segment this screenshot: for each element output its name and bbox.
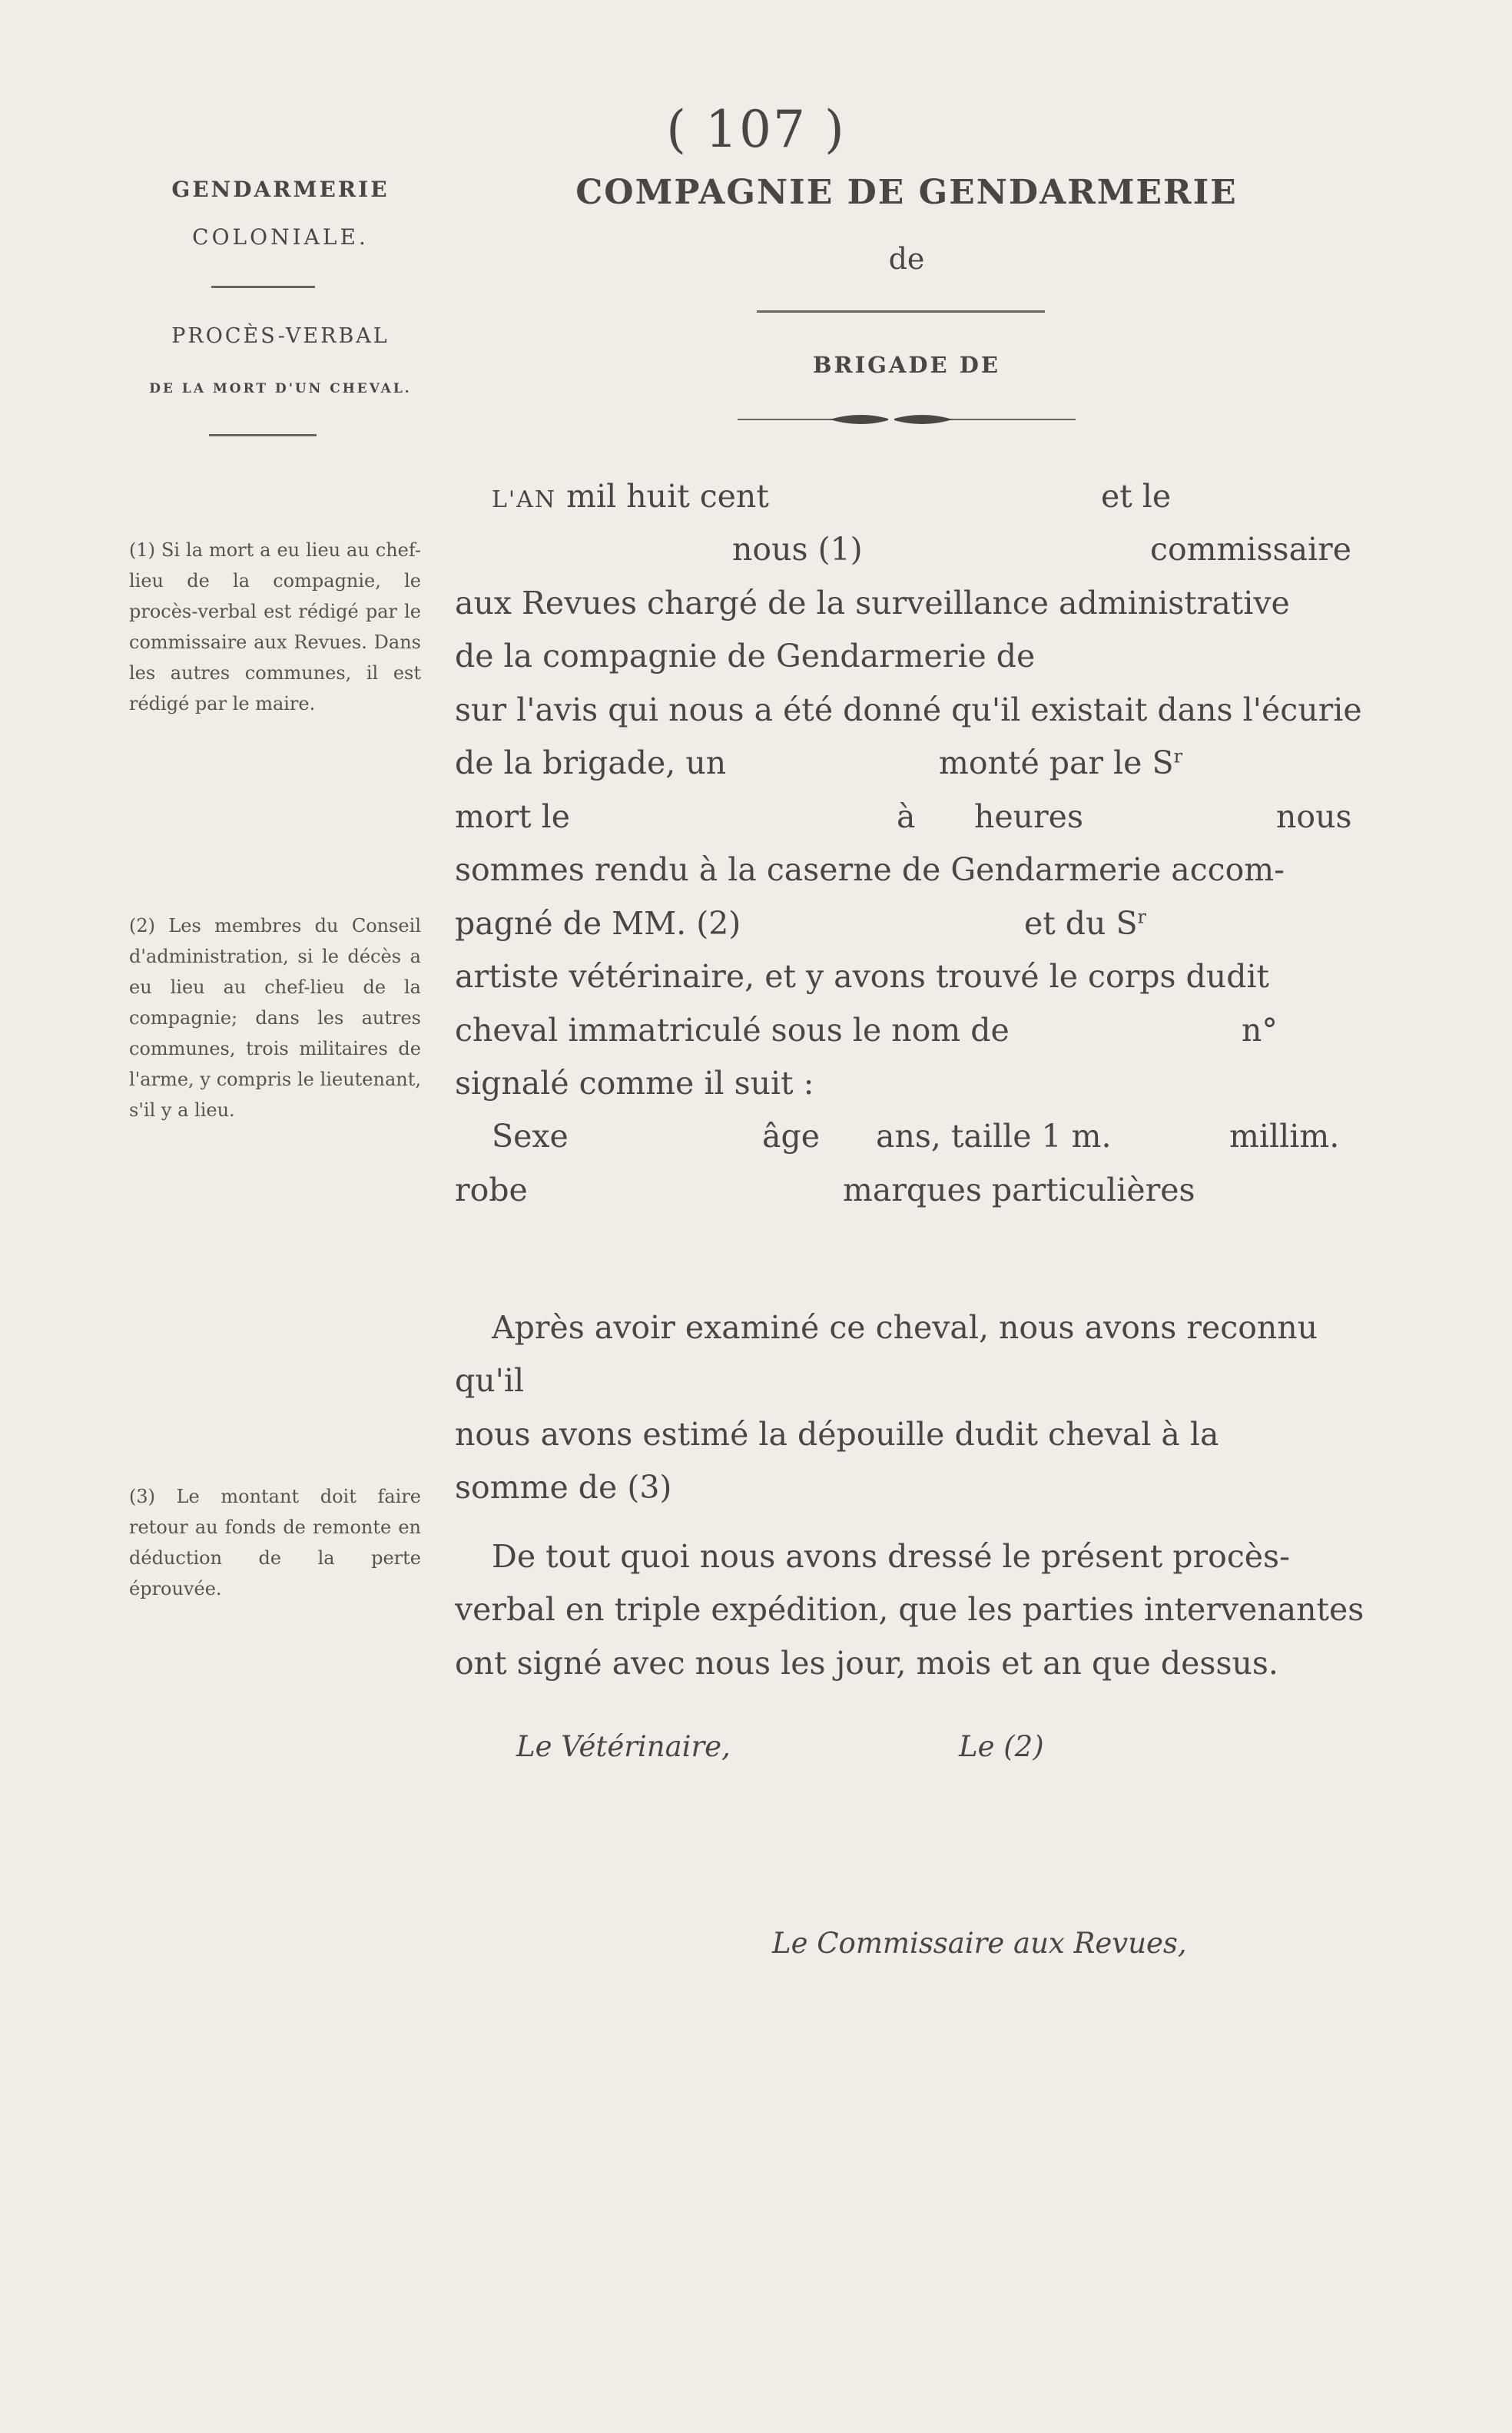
company-title: COMPAGNIE DE GENDARMERIE [575,173,1238,212]
ornament-divider [738,409,1076,430]
body-line-1 [492,478,769,515]
heures: heures [974,798,1083,835]
accompagne: pagné de MM. (2) [455,905,741,942]
immatricule: cheval immatriculé sous le nom de [455,1012,1010,1049]
sidebar-rule-1 [211,286,315,288]
company-de: de [888,242,925,276]
lan: L'AN [492,486,557,513]
body-line-15: Après avoir examiné ce cheval, nous avons reconnu [492,1309,1318,1346]
monte-par-text: monté par le S [939,744,1174,781]
sidebar-coloniale: COLONIALE. [192,224,369,250]
de-la-brigade: de la brigade, un [455,744,727,781]
age: âge [762,1118,820,1155]
mil-huit-cent: mil huit cent [566,478,769,515]
nous-1: nous (1) [732,531,863,568]
body-line-19: De tout quoi nous avons dressé le présent procès- [492,1538,1290,1575]
body-line-16: qu'il [455,1362,525,1399]
sidebar-proces-verbal: PROCÈS-VERBAL [171,324,390,348]
nous-2: nous [1276,798,1352,835]
a-label: à [897,798,916,835]
et-le: et le [1101,478,1172,515]
body-line-12: signalé comme il suit : [455,1065,814,1102]
et-du-sup: r [1137,906,1147,928]
millim: millim. [1229,1118,1340,1155]
monte-par [939,744,1182,781]
footnote-2: (2) Les membres du Conseil d'administration, si le décès a eu lieu au chef-lieu de la compagnie; dans les autres communes, trois militaires de l'arme, y compris le lieutenant, s'il y a lieu. [129,915,421,1121]
body-line-5: sur l'avis qui nous a été donné qu'il existait dans l'écurie [455,691,1362,728]
body-line-10: artiste vétérinaire, et y avons trouvé le corps dudit [455,958,1270,995]
numero: n° [1242,1012,1278,1049]
robe: robe [455,1172,528,1208]
et-du-text: et du S [1024,905,1138,942]
marques: marques particulières [843,1172,1195,1208]
page-number: ( 107 ) [666,100,846,159]
mort-le: mort le [455,798,571,835]
sexe: Sexe [492,1118,569,1155]
body-line-21: ont signé avec nous les jour, mois et an que dessus. [455,1645,1278,1682]
sidebar-mort-cheval: DE LA MORT D'UN CHEVAL. [149,381,412,396]
body-line-20: verbal en triple expédition, que les parties intervenantes [455,1591,1364,1628]
brigade-heading: BRIGADE DE [812,352,1001,378]
body-line-4: de la compagnie de Gendarmerie de [455,638,1036,675]
body-line-3: aux Revues chargé de la surveillance administrative [455,585,1290,622]
body-line-8: sommes rendu à la caserne de Gendarmerie accom- [455,851,1285,888]
ans-taille: ans, taille 1 m. [876,1118,1112,1155]
sig-commissaire: Le Commissaire aux Revues, [772,1927,1187,1960]
footnote-3: (3) Le montant doit faire retour au fonds de remonte en déduction de la perte éprouvée. [129,1486,421,1599]
sidebar-gendarmerie: GENDARMERIE [171,177,390,202]
body-line-17: nous avons estimé la dépouille dudit cheval à la [455,1416,1219,1453]
sig-veterinaire: Le Vétérinaire, [516,1730,731,1763]
footnote-1: (1) Si la mort a eu lieu au chef-lieu de la compagnie, le procès-verbal est rédigé par le commissaire aux Revues. Dans les autres communes, il est rédigé par le maire. [129,539,421,714]
et-du [1024,905,1146,942]
body-line-18: somme de (3) [455,1469,672,1506]
title-rule [757,310,1045,313]
monte-par-sup: r [1173,745,1183,767]
commissaire: commissaire [1150,531,1352,568]
sidebar-rule-2 [209,434,317,436]
sig-le-2: Le (2) [959,1730,1044,1763]
